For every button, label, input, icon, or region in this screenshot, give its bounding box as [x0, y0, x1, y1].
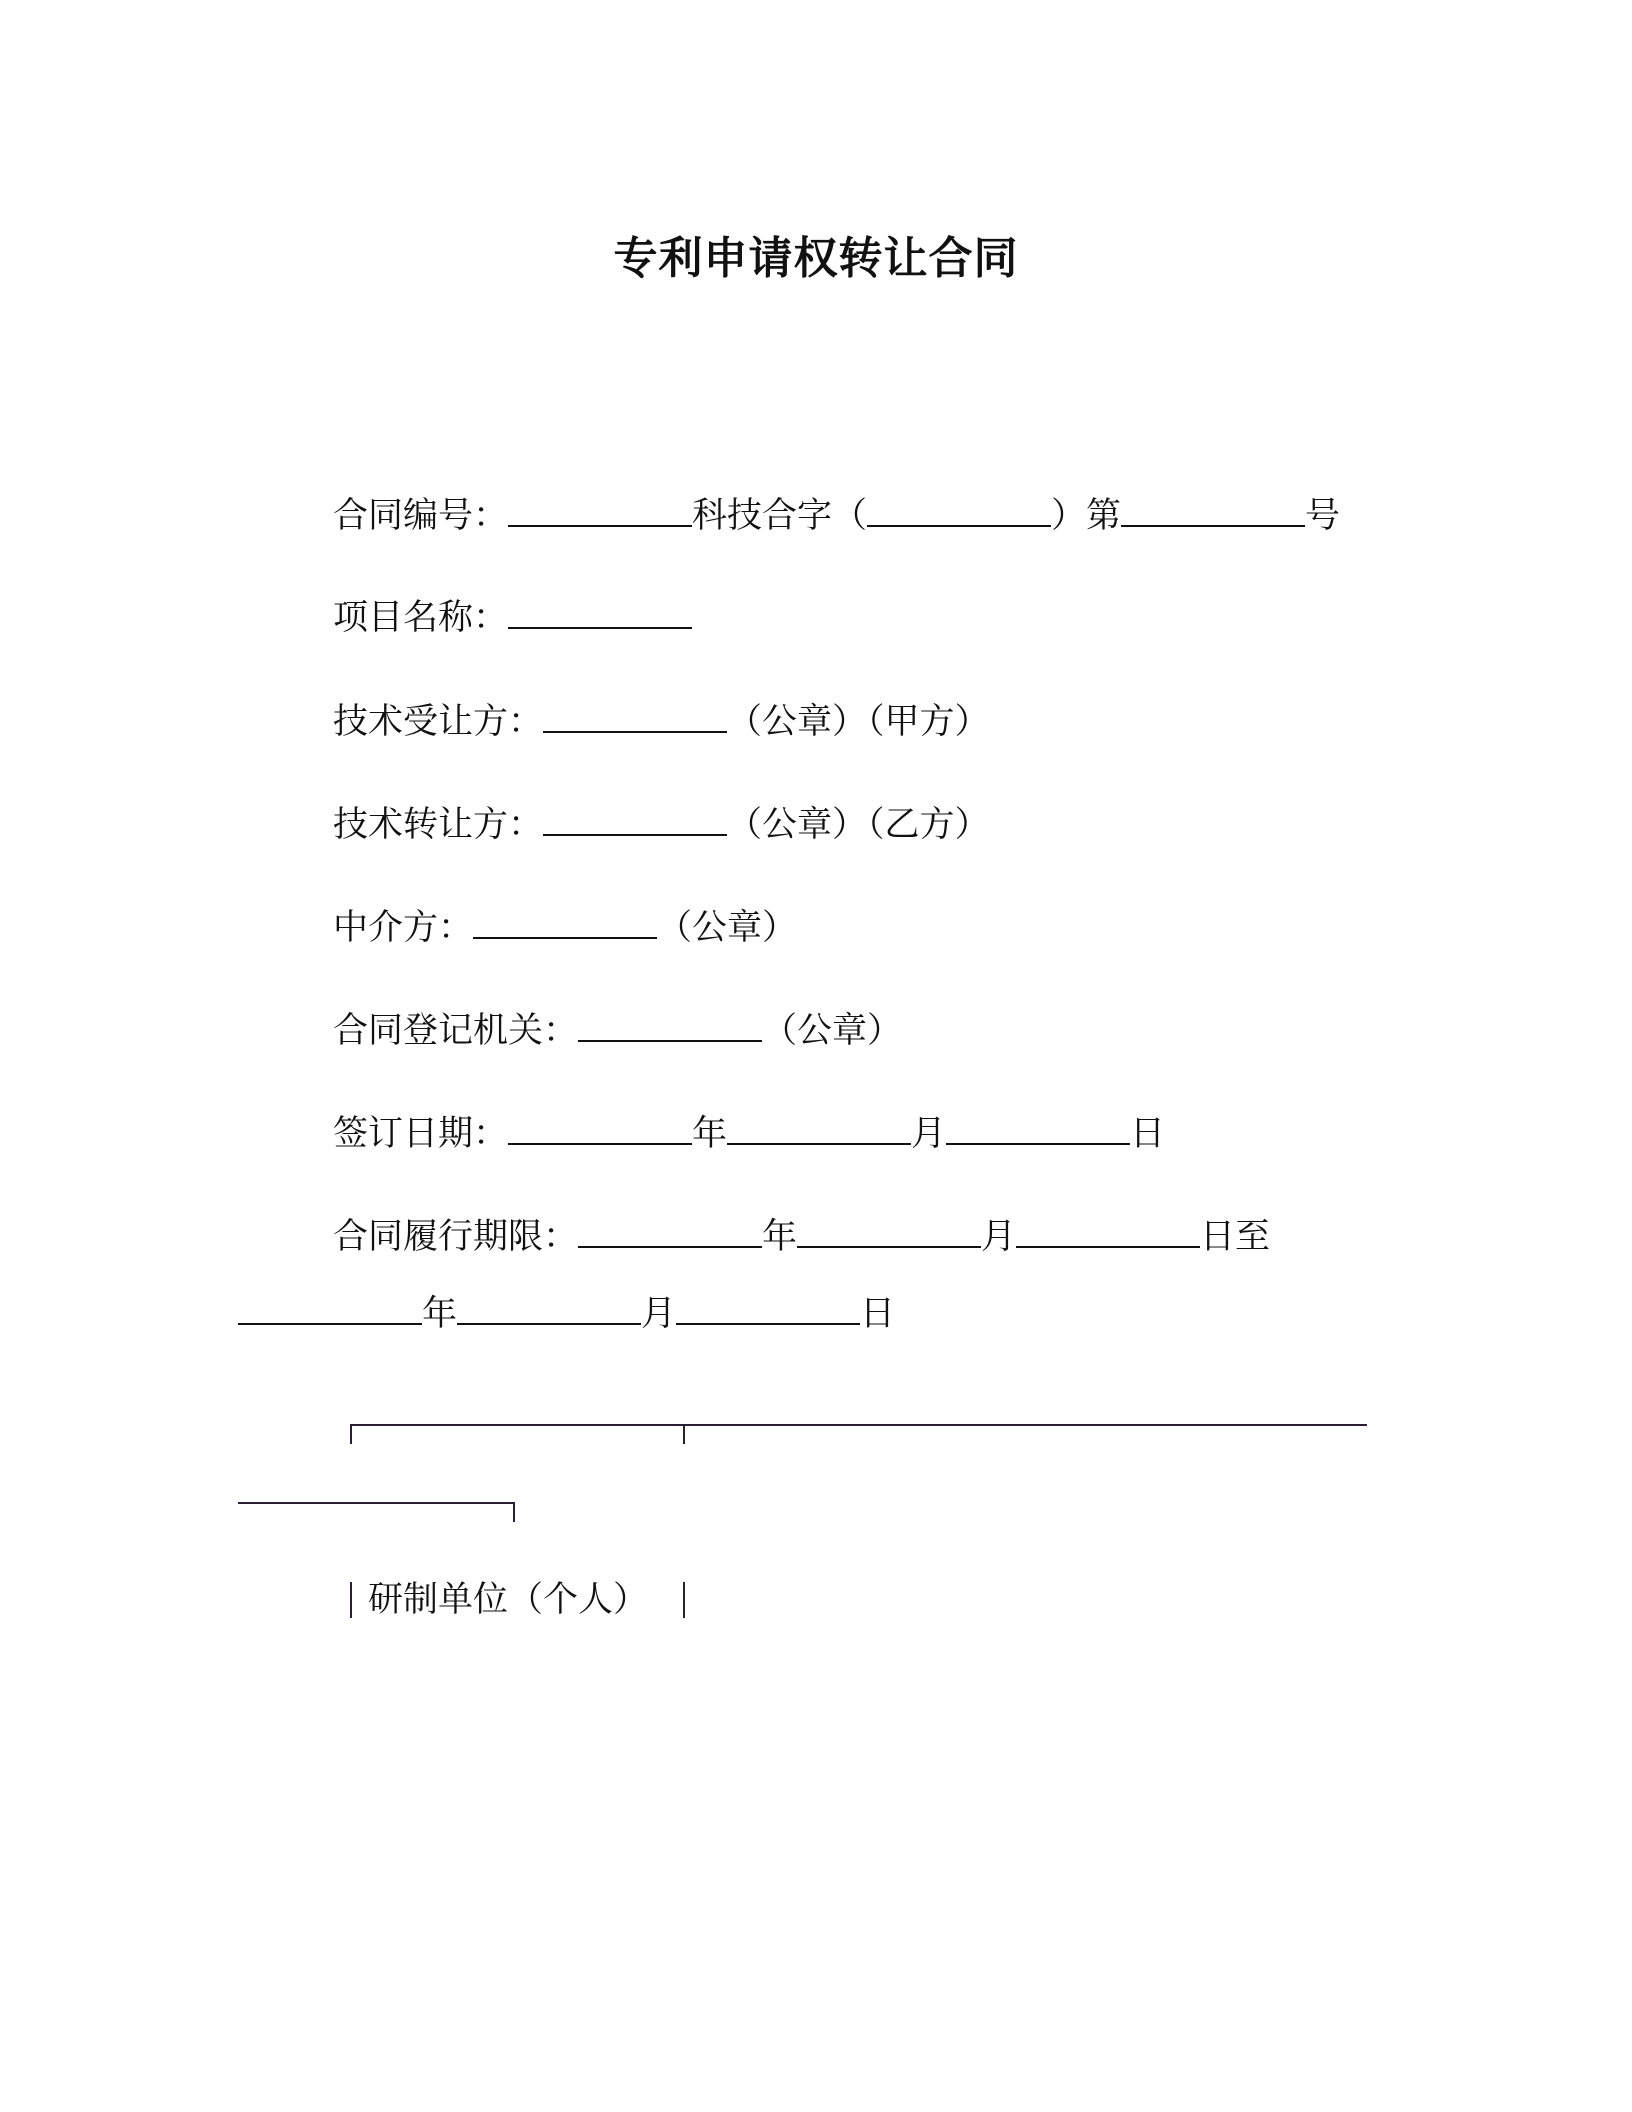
cell-right-border: [683, 1582, 685, 1618]
table-top-border: [350, 1424, 1367, 1426]
intermediary-suffix: （公章）: [657, 908, 798, 948]
period-end-day-blank[interactable]: [676, 1293, 860, 1325]
period-end-month-text: 月: [641, 1294, 677, 1334]
intermediary-label: 中介方：: [333, 908, 474, 948]
period-end-month-blank[interactable]: [457, 1293, 641, 1325]
project-name-label: 项目名称：: [333, 598, 509, 638]
assignee-label: 技术受让方：: [333, 702, 544, 742]
signing-year-blank[interactable]: [508, 1113, 692, 1145]
table-left-tick: [350, 1424, 352, 1444]
assignor-label: 技术转让方：: [333, 805, 544, 845]
period-end-year-blank[interactable]: [238, 1293, 422, 1325]
performance-period-line-1: [333, 1215, 1270, 1259]
period-end-year-text: 年: [422, 1294, 458, 1334]
project-name-line: [333, 596, 692, 640]
contract-number-blank-2[interactable]: [867, 495, 1051, 527]
table-lower-tick: [513, 1502, 515, 1522]
performance-period-line-2: [238, 1292, 895, 1336]
assignor-blank[interactable]: [543, 804, 727, 836]
signing-year-text: 年: [692, 1114, 728, 1154]
assignee-blank[interactable]: [543, 701, 727, 733]
signing-date-label: 签订日期：: [333, 1114, 509, 1154]
signing-date-line: [333, 1112, 1165, 1156]
signing-day-blank[interactable]: [946, 1113, 1130, 1145]
period-end-day-text: 日: [860, 1294, 896, 1334]
registration-authority-line: [333, 1009, 902, 1053]
table-lower-border: [238, 1502, 515, 1504]
registration-authority-label: 合同登记机关：: [333, 1011, 579, 1051]
developer-unit-cell: 研制单位（个人）: [368, 1580, 649, 1620]
signing-day-text: 日: [1130, 1114, 1166, 1154]
assignor-line: [333, 803, 990, 847]
period-start-month-blank[interactable]: [797, 1216, 981, 1248]
intermediary-line: [333, 906, 797, 950]
signing-month-blank[interactable]: [727, 1113, 911, 1145]
contract-number-line: [333, 494, 1340, 538]
table-middle-tick: [683, 1424, 685, 1444]
period-start-year-blank[interactable]: [578, 1216, 762, 1248]
contract-number-text-3: 号: [1305, 496, 1341, 536]
period-start-day-blank[interactable]: [1016, 1216, 1200, 1248]
signing-month-text: 月: [911, 1114, 947, 1154]
intermediary-blank[interactable]: [473, 907, 657, 939]
performance-period-label: 合同履行期限：: [333, 1217, 579, 1257]
registration-authority-blank[interactable]: [578, 1010, 762, 1042]
contract-number-blank-3[interactable]: [1121, 495, 1305, 527]
project-name-blank[interactable]: [508, 597, 692, 629]
contract-number-text-2: ）第: [1051, 496, 1122, 536]
period-start-year-text: 年: [762, 1217, 798, 1257]
contract-number-text-1: 科技合字（: [692, 496, 868, 536]
period-start-day-text: 日至: [1200, 1217, 1271, 1257]
period-start-month-text: 月: [981, 1217, 1017, 1257]
contract-number-label: 合同编号：: [333, 496, 509, 536]
contract-number-blank-1[interactable]: [508, 495, 692, 527]
document-title: 专利申请权转让合同: [613, 233, 1019, 284]
cell-left-border: [350, 1582, 352, 1618]
assignee-suffix: （公章）（甲方）: [727, 702, 990, 742]
assignee-line: [333, 700, 990, 744]
registration-authority-suffix: （公章）: [762, 1011, 903, 1051]
assignor-suffix: （公章）（乙方）: [727, 805, 990, 845]
